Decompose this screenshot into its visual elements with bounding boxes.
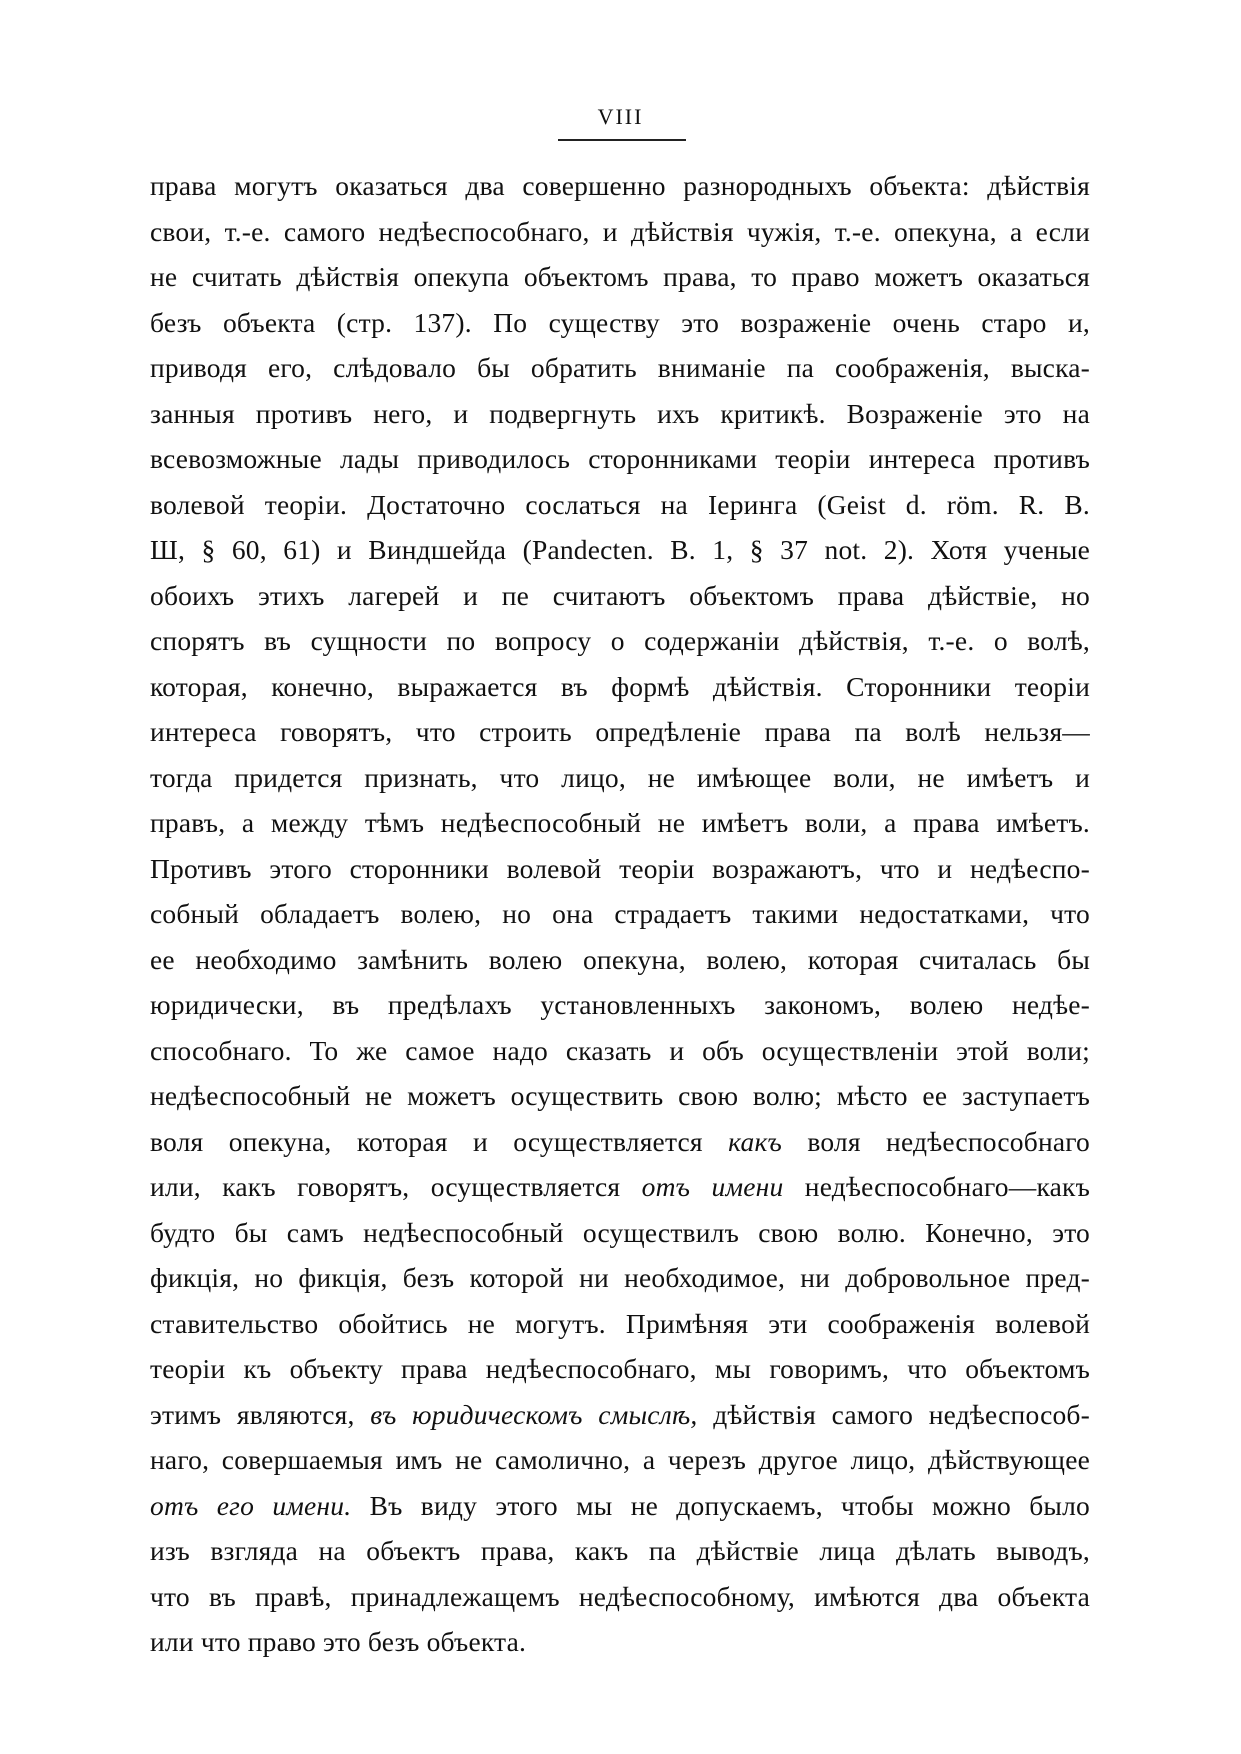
line-text: недѣеспособный не можетъ осуществить свою волю; мѣсто ее заступаетъ <box>150 1080 1090 1111</box>
line-text: тогда придется признать, что лицо, не имѣющее воли, не имѣетъ и <box>150 761 1090 793</box>
line-text: права могутъ оказаться два совершенно разнородныхъ объекта: дѣйствія <box>150 170 1090 201</box>
text-line <box>150 1574 1090 1620</box>
text-line <box>150 1437 1090 1483</box>
line-text: юридически, въ предѣлахъ установленныхъ закономъ, волею недѣе- <box>150 989 1090 1020</box>
page-number: VIII <box>597 104 644 129</box>
line-text: Ш, § 60, 61) и Виндшейда (Pandecten. B. 1, § 37 not. 2). Хотя ученые <box>150 534 1090 565</box>
line-text: фикція, но фикція, безъ которой ни необходимое, ни добровольное пред- <box>150 1262 1090 1293</box>
text-line <box>150 1301 1090 1347</box>
italic-text: отъ имени <box>641 1171 784 1202</box>
line-text: или, какъ говорятъ, осуществляется <box>150 1171 642 1202</box>
line-text: безъ объекта (стр. 137). По существу это возраженіе очень старо и, <box>150 306 1090 338</box>
text-line <box>150 573 1090 619</box>
text-line <box>150 982 1090 1028</box>
text-line <box>150 618 1090 664</box>
text-line <box>150 163 1090 209</box>
line-text: всевозможные лады приводилось сторонниками теоріи интереса противъ <box>150 443 1090 474</box>
line-text: теоріи къ объекту права недѣеспособнаго, мы говоримъ, что объектомъ <box>150 1353 1090 1384</box>
text-line <box>150 709 1090 755</box>
text-line <box>150 1073 1090 1119</box>
text-line <box>150 1528 1090 1574</box>
text-line <box>150 436 1090 482</box>
header-rule <box>558 139 686 141</box>
line-text: Въ виду этого мы не допускаемъ, чтобы можно было <box>351 1489 1090 1521</box>
text-line <box>150 209 1090 255</box>
line-text: наго, совершаемыя имъ не самолично, а черезъ другое лицо, дѣйствующее <box>150 1444 1090 1475</box>
italic-text: какъ <box>728 1125 782 1157</box>
line-text: дѣйствія самого недѣеспособ- <box>697 1398 1090 1430</box>
line-text: способнаго. То же самое надо сказать и объ осуществленіи этой воли; <box>150 1034 1090 1066</box>
line-text: воля опекуна, которая и осуществляется <box>150 1125 729 1157</box>
line-text: правъ, а между тѣмъ недѣеспособный не имѣетъ воли, а права имѣетъ. <box>150 807 1090 838</box>
body-text <box>150 163 1090 1665</box>
text-line <box>150 800 1090 846</box>
text-line <box>150 1619 1090 1665</box>
line-text: этимъ являются, <box>150 1398 371 1430</box>
text-line <box>150 1255 1090 1301</box>
text-line <box>150 391 1090 437</box>
text-line <box>150 482 1090 528</box>
text-line <box>150 664 1090 710</box>
line-text: волевой теоріи. Достаточно сослаться на Іеринга (Geist d. röm. R. B. <box>150 488 1090 520</box>
line-text: воля недѣеспособнаго <box>782 1125 1091 1157</box>
line-text: ее необходимо замѣнить волею опекуна, волею, которая считалась бы <box>150 943 1090 975</box>
text-line <box>150 527 1090 573</box>
text-line <box>150 1028 1090 1074</box>
text-line <box>150 755 1090 801</box>
text-line <box>150 345 1090 391</box>
text-line <box>150 846 1090 892</box>
text-line <box>150 1164 1090 1210</box>
text-line <box>150 300 1090 346</box>
line-text: собный обладаетъ волею, но она страдаетъ такими недостатками, что <box>150 898 1090 929</box>
text-line <box>150 1392 1090 1438</box>
line-text: интереса говорятъ, что строить опредѣленіе права па волѣ нельзя— <box>150 716 1090 747</box>
line-text: не считать дѣйствія опекупа объектомъ права, то право можетъ оказаться <box>150 261 1090 292</box>
line-text: ставительство обойтись не могутъ. Примѣняя эти соображенія волевой <box>150 1307 1090 1339</box>
text-line <box>150 1483 1090 1529</box>
line-text: которая, конечно, выражается въ формѣ дѣйствія. Сторонники теоріи <box>150 670 1090 702</box>
line-text: изъ взгляда на объектъ права, какъ па дѣйствіе лица дѣлать выводъ, <box>150 1535 1090 1566</box>
text-line <box>150 254 1090 300</box>
text-line <box>150 1346 1090 1392</box>
text-line <box>150 1119 1090 1165</box>
line-text: приводя его, слѣдовало бы обратить вниманіе па соображенія, выска- <box>150 352 1090 383</box>
text-line <box>150 937 1090 983</box>
italic-text: отъ его имени. <box>150 1489 352 1521</box>
line-text: или что право это безъ объекта. <box>150 1626 527 1657</box>
text-line <box>150 1210 1090 1256</box>
italic-text: въ юридическомъ смыслѣ, <box>370 1398 698 1430</box>
line-text: свои, т.-е. самого недѣеспособнаго, и дѣйствія чужія, т.-е. опекуна, а если <box>150 215 1090 247</box>
line-text: Противъ этого сторонники волевой теоріи возражаютъ, что и недѣеспо- <box>150 852 1090 884</box>
line-text: недѣеспособнаго—какъ <box>783 1171 1090 1202</box>
line-text: обоихъ этихъ лагерей и пе считаютъ объектомъ права дѣйствіе, но <box>150 579 1090 611</box>
line-text: занныя противъ него, и подвергнуть ихъ критикѣ. Возраженіе это на <box>150 397 1090 429</box>
line-text: будто бы самъ недѣеспособный осуществилъ свою волю. Конечно, это <box>150 1216 1090 1248</box>
text-line <box>150 891 1090 937</box>
line-text: что въ правѣ, принадлежащемъ недѣеспособному, имѣются два объекта <box>150 1580 1090 1612</box>
line-text: спорятъ въ сущности по вопросу о содержаніи дѣйствія, т.-е. о волѣ, <box>150 625 1090 656</box>
